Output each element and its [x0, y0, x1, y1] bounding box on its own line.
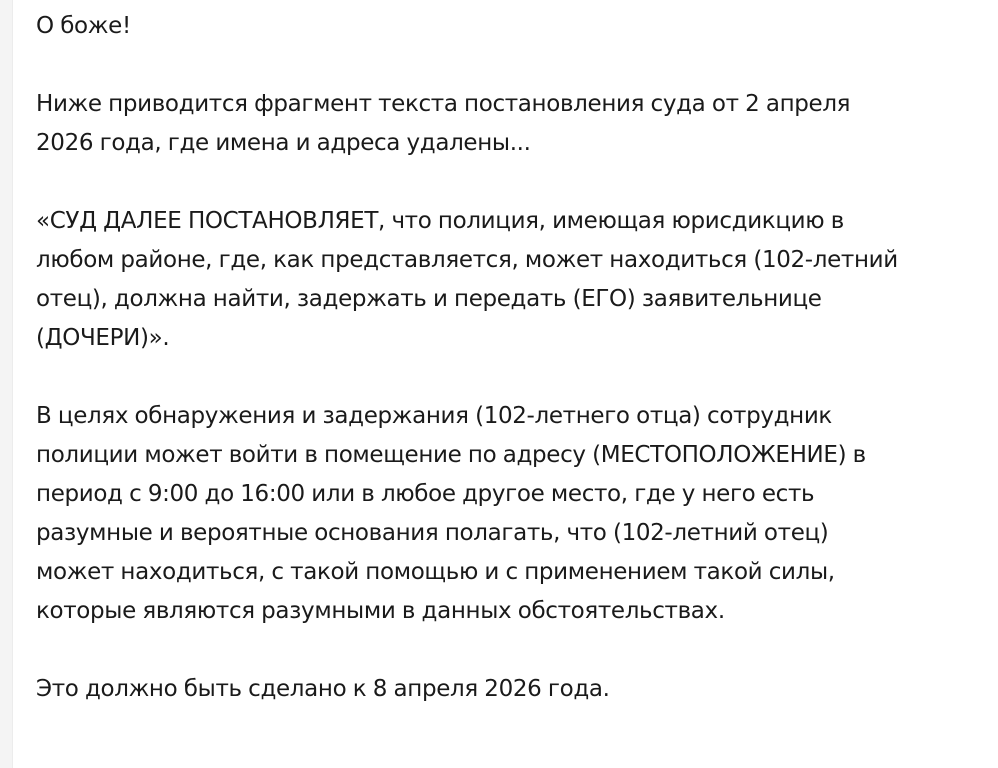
deadline-paragraph: Это должно быть сделано к 8 апреля 2026 года. [36, 676, 610, 702]
court-order-quote: «СУД ДАЛЕЕ ПОСТАНОВЛЯЕТ, что полиция, имеющая юрисдикцию в любом районе, где, как представляется, может находиться (102-летний отец), должна найти, задержать и передать (ЕГО) заявительнице (ДОЧЕРИ)». [36, 208, 898, 351]
post-exclamation: О боже! [36, 13, 131, 39]
post-body [36, 7, 991, 748]
post-intro-paragraph: Ниже приводится фрагмент текста постановления суда от 2 апреля 2026 года, где имена и адреса удалены... [36, 91, 851, 156]
detention-paragraph: В целях обнаружения и задержания (102-летнего отца) сотрудник полиции может войти в помещение по адресу (МЕСТОПОЛОЖЕНИЕ) в период с 9:00 до 16:00 или в любое другое место, где у него есть разумные и вероятные основания полагать, что (102-летний отец) может находиться, с такой помощью и с применением такой силы, которые являются разумными в данных обстоятельствах. [36, 403, 866, 624]
post-page [12, 0, 998, 768]
